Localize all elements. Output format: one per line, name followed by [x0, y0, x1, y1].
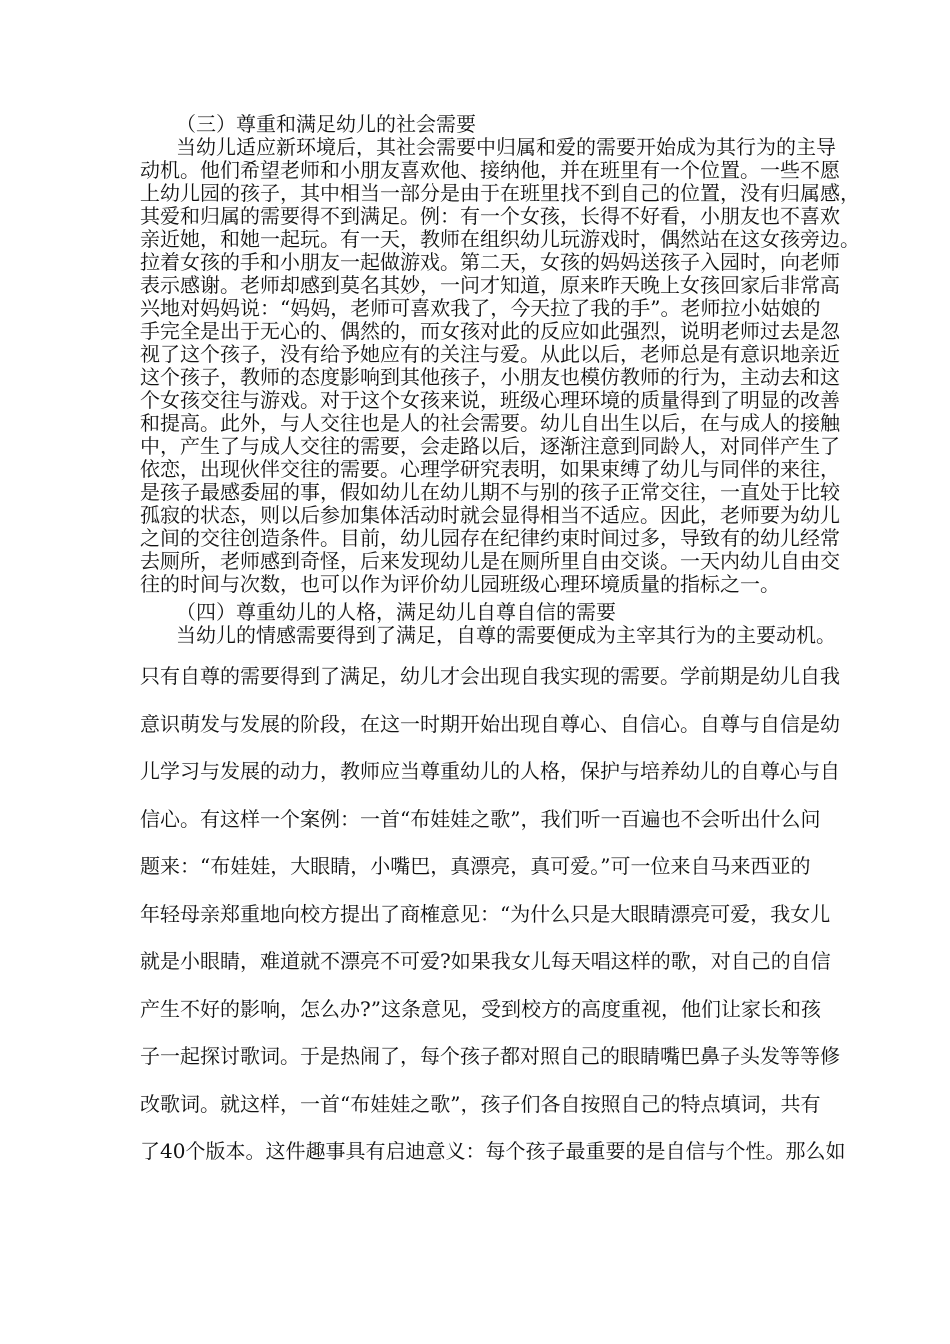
paragraph-line: 亲近她，和她一起玩。有一天，教师在组织幼儿玩游戏时，偶然站在这女孩旁边。: [140, 227, 860, 251]
paragraph-line: 意识萌发与发展的阶段，在这一时期开始出现自尊心、自信心。自尊与自信是幼: [140, 711, 840, 736]
paragraph-line: 上幼儿园的孩子，其中相当一部分是由于在班里找不到自己的位置，没有归属感，: [140, 181, 860, 205]
paragraph-line: 信心。有这样一个案例：一首“布娃娃之歌”，我们听一百遍也不会听出什么问: [140, 806, 821, 831]
section-4-heading: （四）尊重幼儿的人格，满足幼儿自尊自信的需要: [176, 600, 616, 624]
paragraph-line: 年轻母亲郑重地向校方提出了商榷意见：“为什么只是大眼睛漂亮可爱，我女儿: [140, 901, 831, 926]
section-4-body: [140, 623, 846, 1188]
paragraph-line: 手完全是出于无心的、偶然的，而女孩对此的反应如此强烈，说明老师过去是忽: [140, 319, 840, 343]
paragraph-line: 孤寂的状态，则以后参加集体活动时就会显得相当不适应。因此，老师要为幼儿: [140, 503, 840, 527]
paragraph-line: 是孩子最感委屈的事，假如幼儿在幼儿期不与别的孩子正常交往，一直处于比较: [140, 480, 840, 504]
paragraph-line: 其爱和归属的需要得不到满足。例：有一个女孩，长得不好看，小朋友也不喜欢: [140, 204, 840, 228]
paragraph-line: 了40个版本。这件趣事具有启迪意义：每个孩子最重要的是自信与个性。那么如: [140, 1139, 846, 1163]
paragraph-line: 中，产生了与成人交往的需要，会走路以后，逐渐注意到同龄人，对同伴产生了: [140, 434, 840, 458]
paragraph-line: 当幼儿适应新环境后，其社会需要中归属和爱的需要开始成为其行为的主导: [176, 135, 836, 159]
section-3: [140, 112, 860, 596]
paragraph-line: 就是小眼睛，难道就不漂亮不可爱?如果我女儿每天唱这样的歌，对自己的自信: [140, 949, 831, 973]
paragraph-line: 往的时间与次数，也可以作为评价幼儿园班级心理环境质量的指标之一。: [140, 572, 780, 596]
paragraph-line: 和提高。此外，与人交往也是人的社会需要。幼儿自出生以后，在与成人的接触: [140, 411, 840, 435]
paragraph-line: 视了这个孩子，没有给予她应有的关注与爱。从此以后，老师总是有意识地亲近: [140, 342, 840, 366]
paragraph-line: 当幼儿的情感需要得到了满足，自尊的需要便成为主宰其行为的主要动机。: [176, 623, 836, 647]
paragraph-line: 去厕所，老师感到奇怪，后来发现幼儿是在厕所里自由交谈。一天内幼儿自由交: [140, 549, 840, 573]
paragraph-line: 个女孩交往与游戏。对于这个女孩来说，班级心理环境的质量得到了明显的改善: [140, 388, 840, 412]
paragraph-line: 动机。他们希望老师和小朋友喜欢他、接纳他，并在班里有一个位置。一些不愿: [140, 158, 840, 182]
section-3-body: [140, 135, 860, 596]
paragraph-line: 子一起探讨歌词。于是热闹了，每个孩子都对照自己的眼睛嘴巴鼻子头发等等修: [140, 1044, 840, 1068]
paragraph-line: 题来：“布娃娃，大眼睛，小嘴巴，真漂亮，真可爱。”可一位来自马来西亚的: [140, 854, 811, 878]
paragraph-line: 表示感谢。老师却感到莫名其妙，一问才知道，原来昨天晚上女孩回家后非常高: [140, 273, 840, 297]
paragraph-line: 儿学习与发展的动力，教师应当尊重幼儿的人格，保护与培养幼儿的自尊心与自: [140, 759, 840, 783]
paragraph-line: 改歌词。就这样，一首“布娃娃之歌”，孩子们各自按照自己的特点填词，共有: [140, 1091, 821, 1116]
section-3-heading: （三）尊重和满足幼儿的社会需要: [176, 112, 476, 136]
paragraph-line: 兴地对妈妈说：“妈妈，老师可喜欢我了，今天拉了我的手”。老师拉小姑娘的: [140, 296, 821, 320]
paragraph-line: 拉着女孩的手和小朋友一起做游戏。第二天，女孩的妈妈送孩子入园时，向老师: [140, 250, 840, 274]
paragraph-line: 只有自尊的需要得到了满足，幼儿才会出现自我实现的需要。学前期是幼儿自我: [140, 664, 840, 688]
paragraph-line: 之间的交往创造条件。目前，幼儿园存在纪律约束时间过多，导致有的幼儿经常: [140, 526, 840, 550]
section-4: [140, 600, 846, 1188]
paragraph-line: 依恋，出现伙伴交往的需要。心理学研究表明，如果束缚了幼儿与同伴的来往，: [140, 457, 840, 481]
paragraph-line: 产生不好的影响，怎么办?”这条意见，受到校方的高度重视，他们让家长和孩: [140, 996, 821, 1021]
paragraph-line: 这个孩子，教师的态度影响到其他孩子，小朋友也模仿教师的行为，主动去和这: [140, 365, 840, 389]
